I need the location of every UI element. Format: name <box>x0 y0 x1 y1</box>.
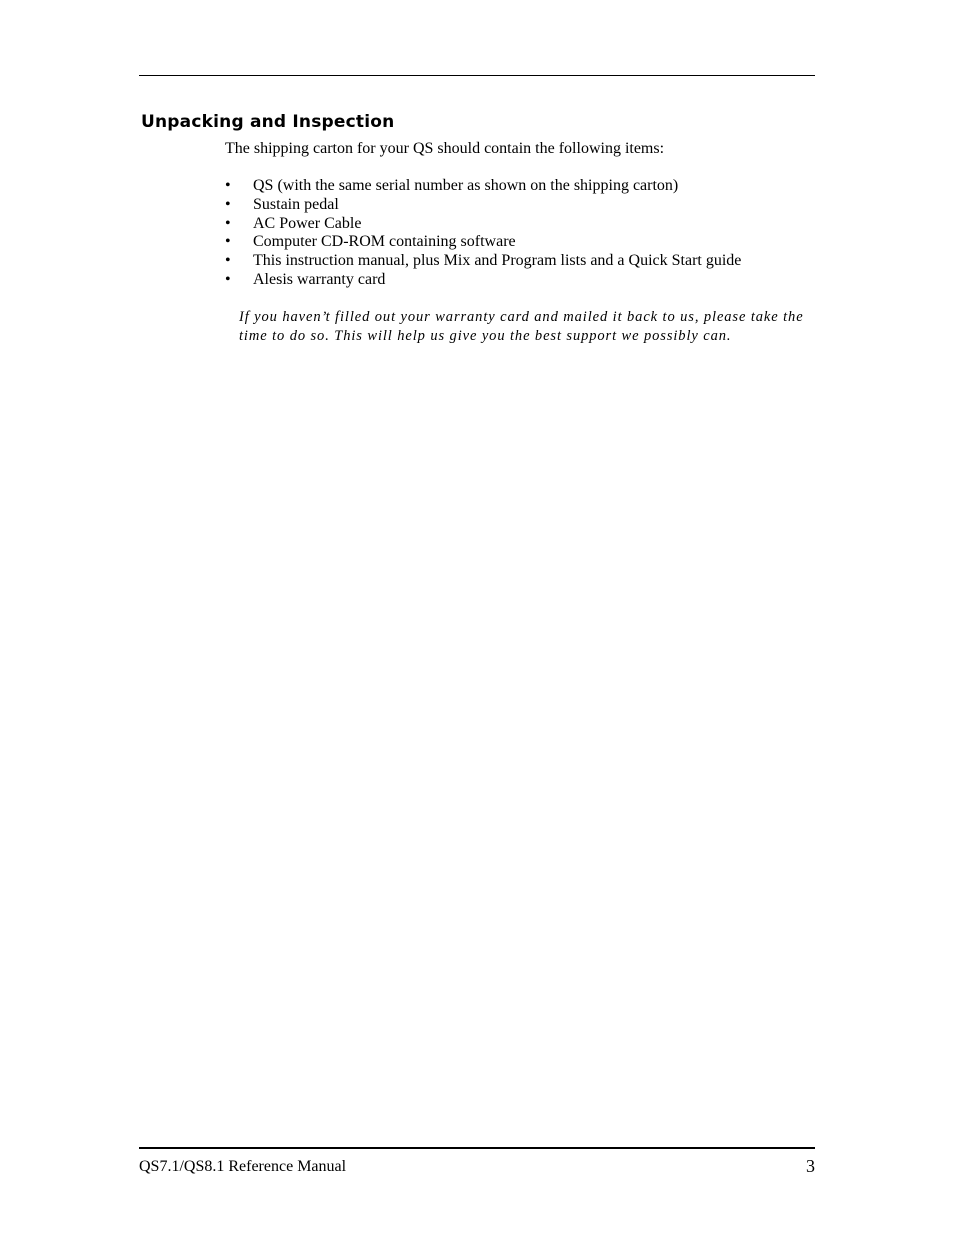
bullet-icon: • <box>225 252 231 270</box>
list-item-text: Alesis warranty card <box>253 270 386 288</box>
list-item <box>225 271 741 290</box>
bullet-icon: • <box>225 270 231 288</box>
list-item-text: Sustain pedal <box>253 195 339 213</box>
section-heading: Unpacking and Inspection <box>141 112 395 132</box>
list-item <box>225 196 741 215</box>
list-item-text: AC Power Cable <box>253 214 362 232</box>
bullet-icon: • <box>225 214 231 232</box>
intro-paragraph: The shipping carton for your QS should contain the following items: <box>225 140 665 157</box>
list-item <box>225 252 741 271</box>
list-item <box>225 177 741 196</box>
footer-rule <box>139 1147 815 1149</box>
list-item-text: This instruction manual, plus Mix and Program lists and a Quick Start guide <box>253 252 742 270</box>
list-item <box>225 215 741 234</box>
contents-list <box>225 177 741 290</box>
list-item-text: Computer CD-ROM containing software <box>253 233 516 251</box>
list-item <box>225 233 741 252</box>
page-number: 3 <box>806 1156 815 1176</box>
header-rule <box>139 75 815 76</box>
list-item-text: QS (with the same serial number as shown on the shipping carton) <box>253 177 679 194</box>
bullet-icon: • <box>225 177 231 194</box>
warranty-note: If you haven’t filled out your warranty card and mailed it back to us, please take the time to do so. This will help us give you the best support we possibly can. <box>239 309 804 344</box>
footer-manual-title: QS7.1/QS8.1 Reference Manual <box>139 1158 347 1175</box>
bullet-icon: • <box>225 195 231 213</box>
bullet-icon: • <box>225 233 231 251</box>
